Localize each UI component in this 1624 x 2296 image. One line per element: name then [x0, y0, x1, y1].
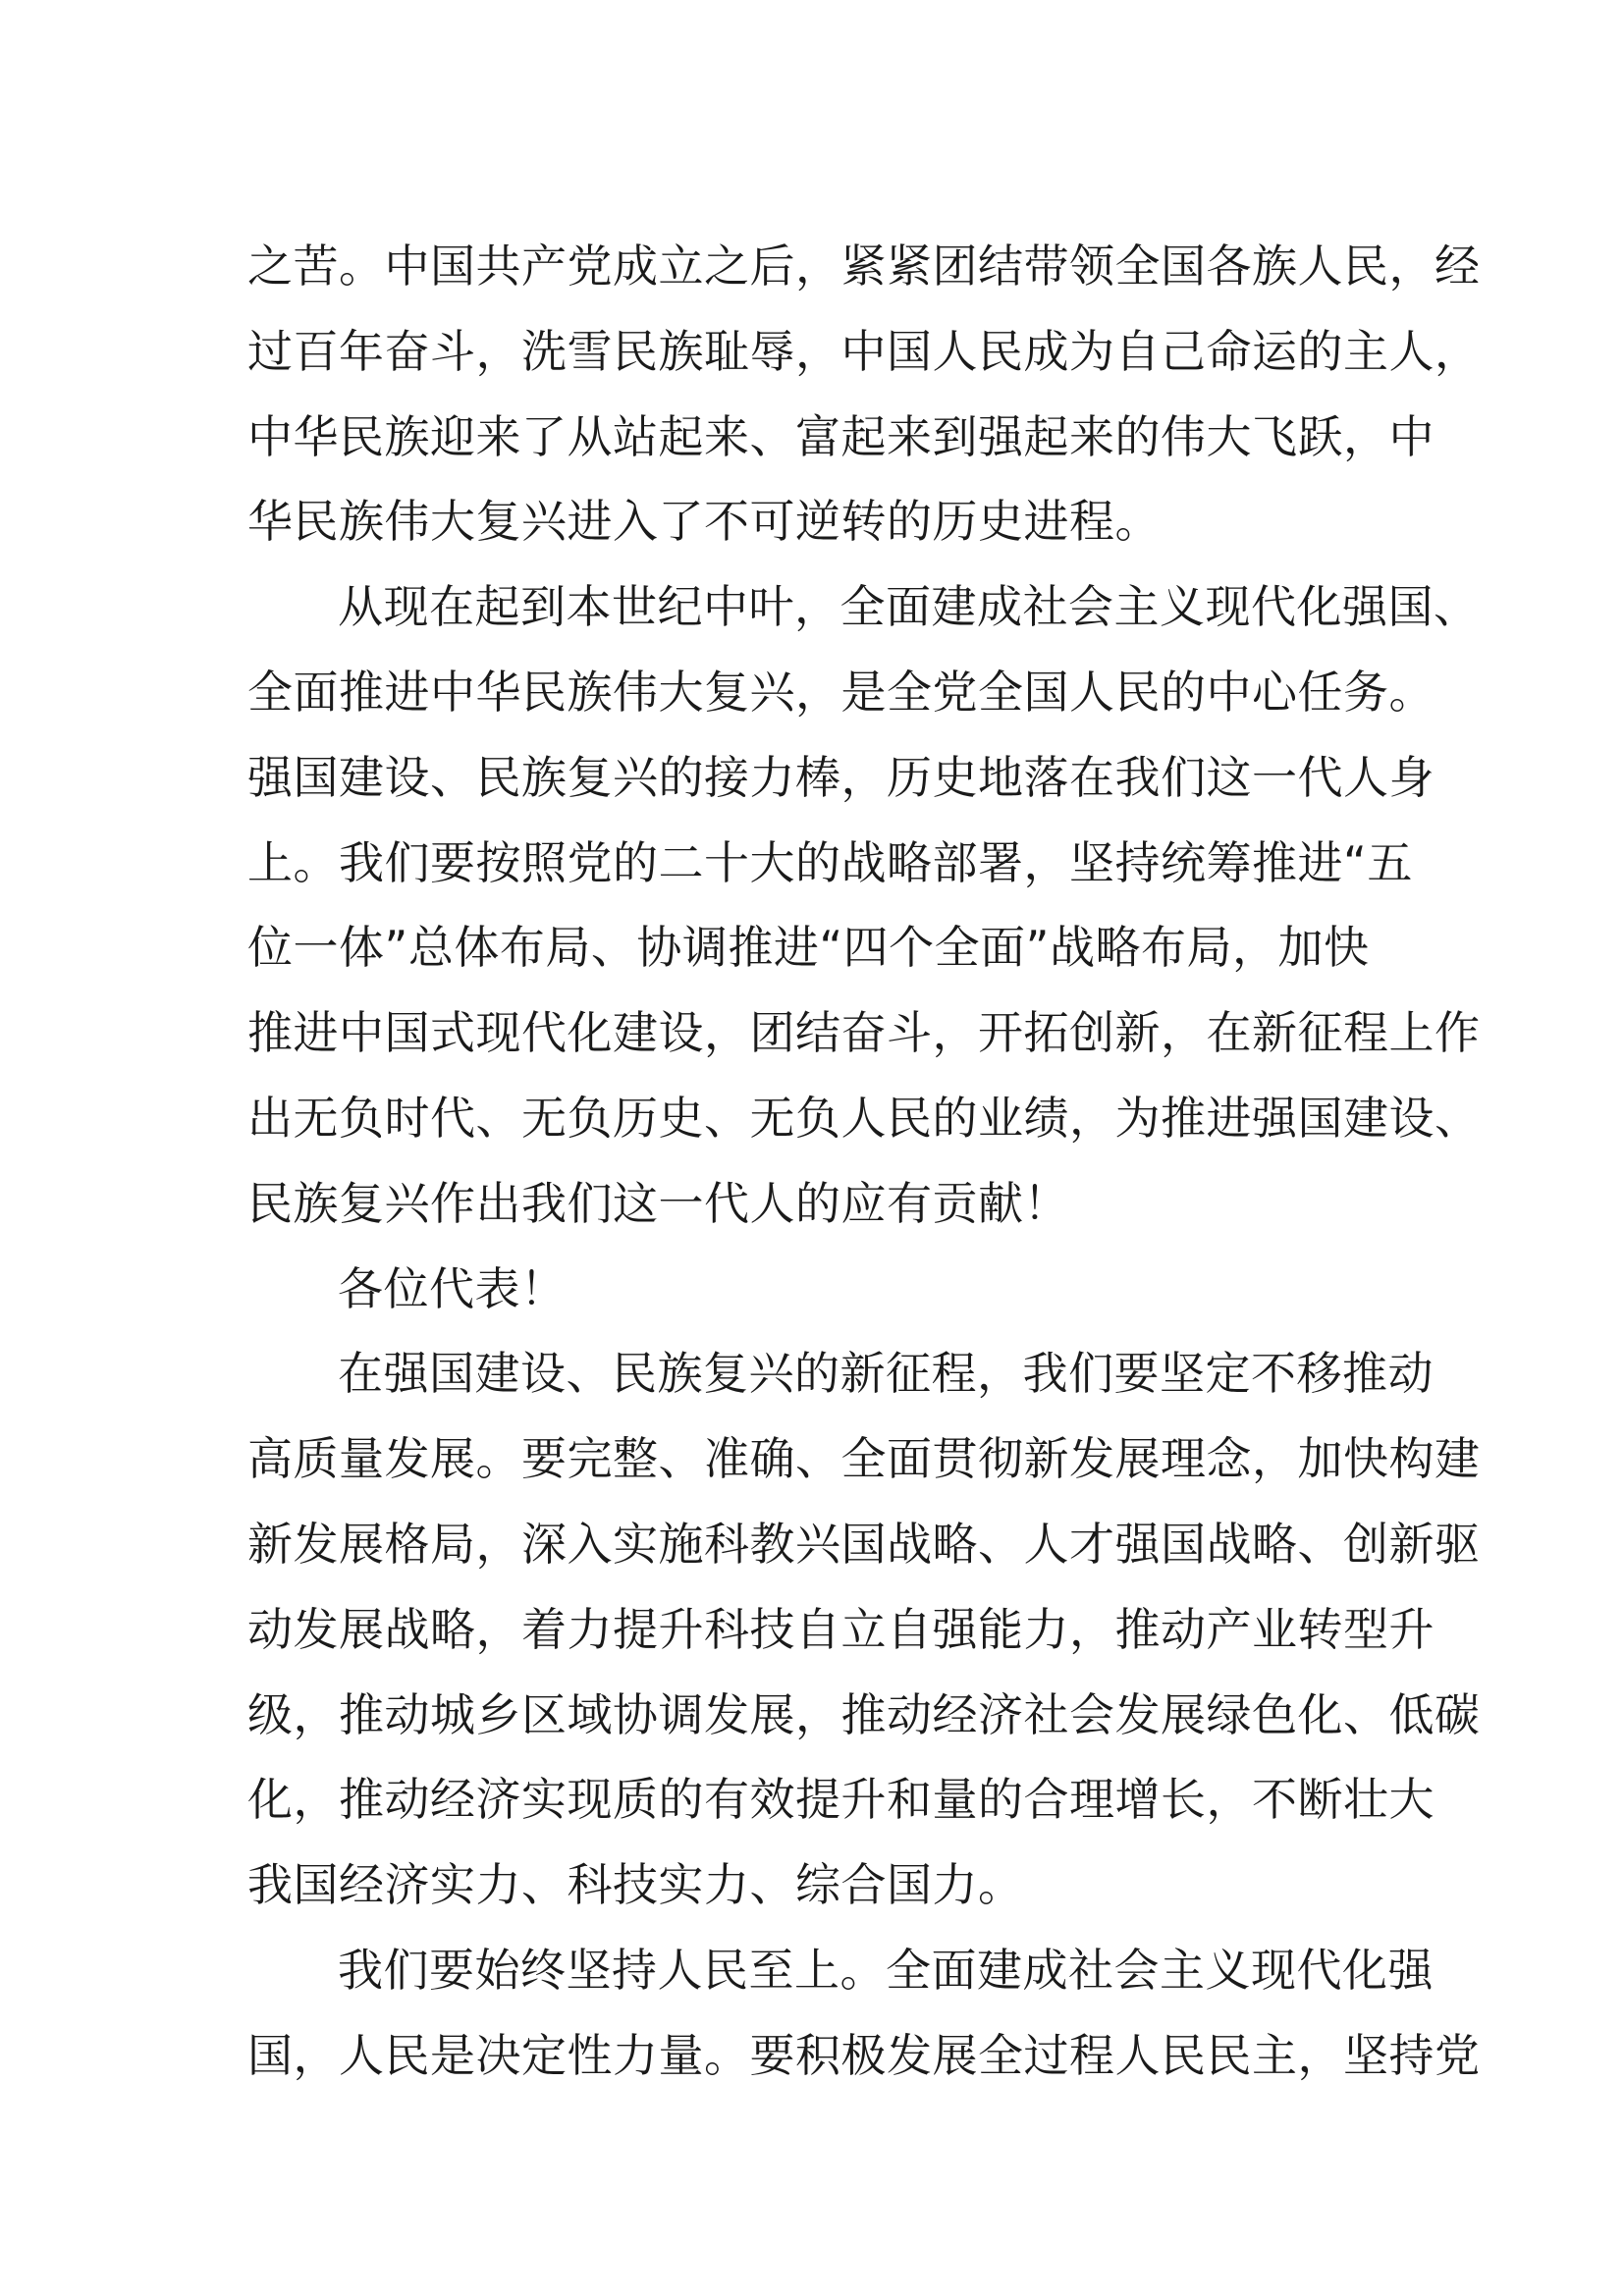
text-line: 上。我们要按照党的二十大的战略部署，坚持统筹推进“五 — [247, 835, 1413, 889]
text-line: 全面推进中华民族伟大复兴，是全党全国人民的中心任务。 — [247, 665, 1435, 719]
text-line: 高质量发展。要完整、准确、全面贯彻新发展理念，加快构建 — [247, 1432, 1481, 1486]
text-line: 新发展格局，深入实施科教兴国战略、人才强国战略、创新驱 — [247, 1517, 1481, 1571]
text-line: 在强国建设、民族复兴的新征程，我们要坚定不移推动 — [338, 1347, 1434, 1401]
text-line: 国，人民是决定性力量。要积极发展全过程人民民主，坚持党 — [247, 2028, 1481, 2082]
text-line: 中华民族迎来了从站起来、富起来到强起来的伟大飞跃，中 — [247, 409, 1435, 463]
text-line: 民族复兴作出我们这一代人的应有贡献！ — [247, 1176, 1069, 1230]
text-line: 之苦。中国共产党成立之后，紧紧团结带领全国各族人民，经 — [247, 240, 1481, 293]
text-line: 过百年奋斗，洗雪民族耻辱，中国人民成为自己命运的主人， — [247, 324, 1481, 378]
text-line: 级，推动城乡区域协调发展，推动经济社会发展绿色化、低碳 — [247, 1687, 1481, 1741]
text-line: 出无负时代、无负历史、无负人民的业绩，为推进强国建设、 — [247, 1091, 1481, 1145]
text-line: 华民族伟大复兴进入了不可逆转的历史进程。 — [247, 495, 1161, 549]
text-line: 化，推动经济实现质的有效提升和量的合理增长，不断壮大 — [247, 1773, 1435, 1827]
text-line: 强国建设、民族复兴的接力棒，历史地落在我们这一代人身 — [247, 750, 1435, 804]
text-line: 我们要始终坚持人民至上。全面建成社会主义现代化强 — [338, 1943, 1434, 1997]
text-line: 动发展战略，着力提升科技自立自强能力，推动产业转型升 — [247, 1602, 1435, 1656]
text-line: 我国经济实力、科技实力、综合国力。 — [247, 1858, 1024, 1912]
text-line: 位一体”总体布局、协调推进“四个全面”战略布局，加快 — [247, 921, 1370, 975]
text-line: 推进中国式现代化建设，团结奋斗，开拓创新，在新征程上作 — [247, 1006, 1481, 1060]
text-line: 各位代表！ — [338, 1261, 567, 1315]
text-line: 从现在起到本世纪中叶，全面建成社会主义现代化强国、 — [338, 580, 1480, 634]
body-text — [247, 224, 1481, 2099]
